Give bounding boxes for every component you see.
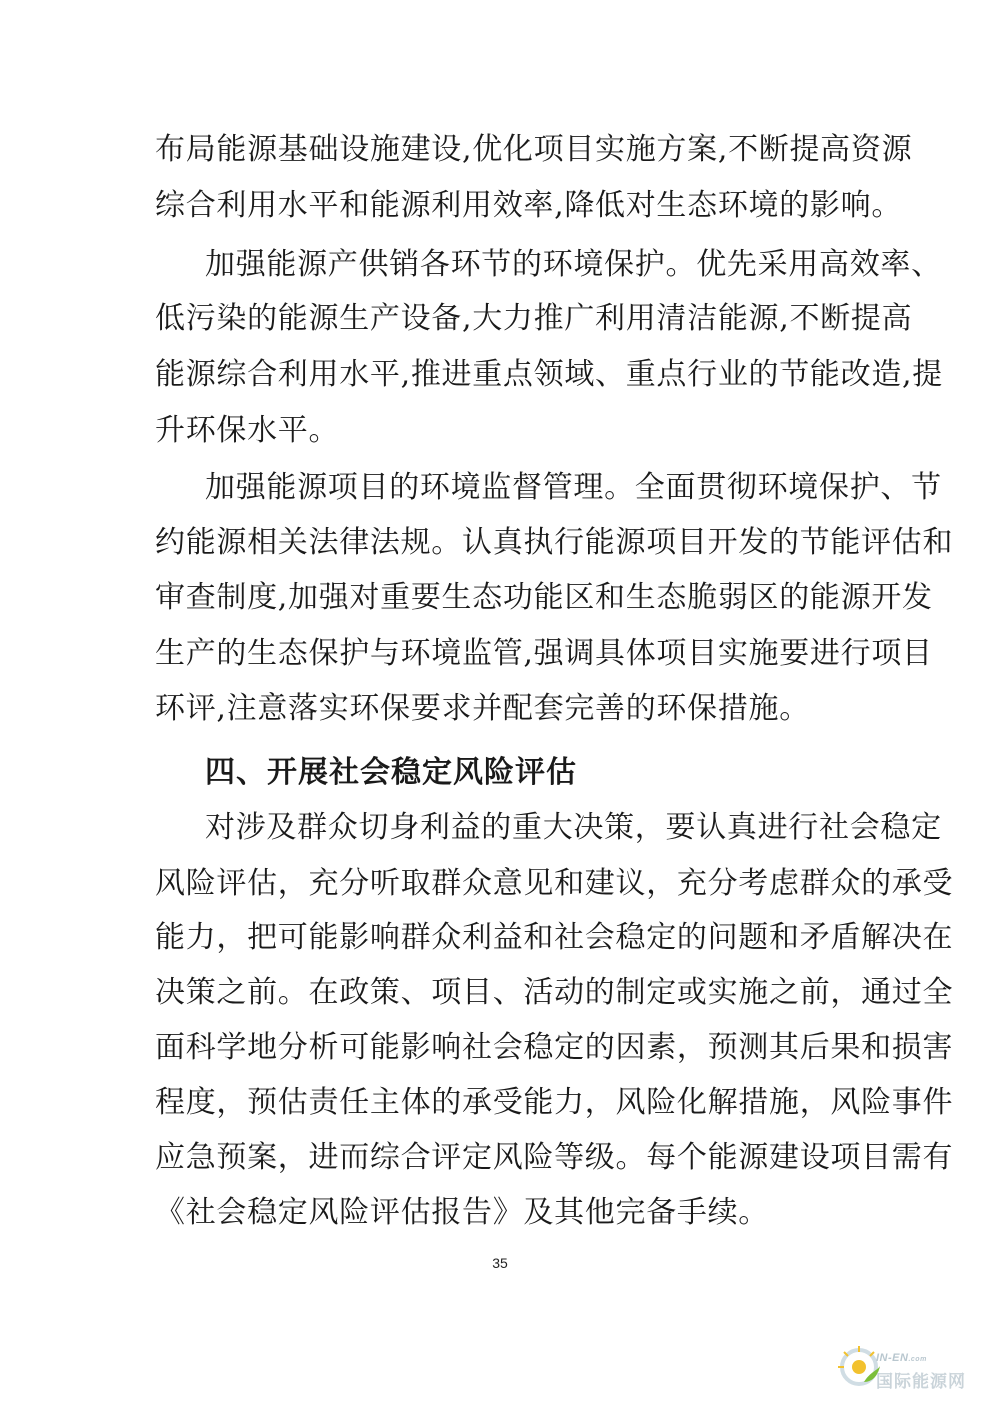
section-heading: 四、开展社会稳定风险评估: [205, 755, 577, 790]
watermark-logo: [836, 1334, 986, 1402]
paragraph-line: 应急预案，进而综合评定风险等级。每个能源建设项目需有: [155, 1140, 954, 1175]
paragraph-line: 风险评估，充分听取群众意见和建议，充分考虑群众的承受: [155, 866, 954, 901]
paragraph-line: 面科学地分析可能影响社会稳定的因素，预测其后果和损害: [155, 1030, 954, 1065]
paragraph-line: 对涉及群众切身利益的重大决策，要认真进行社会稳定: [205, 810, 942, 845]
watermark-name: 国际能源网: [876, 1372, 966, 1392]
paragraph-line: 综合利用水平和能源利用效率,降低对生态环境的影响。: [155, 188, 903, 223]
paragraph-line: 能源综合利用水平,推进重点领域、重点行业的节能改造,提: [155, 357, 943, 392]
paragraph-line: 加强能源产供销各环节的环境保护。优先采用高效率、: [205, 247, 942, 282]
page-number: 35: [492, 1255, 508, 1271]
paragraph-line: 约能源相关法律法规。认真执行能源项目开发的节能评估和: [155, 525, 954, 560]
paragraph-line: 审查制度,加强对重要生态功能区和生态脆弱区的能源开发: [155, 580, 933, 615]
paragraph-line: 能力，把可能影响群众利益和社会稳定的问题和矛盾解决在: [155, 920, 954, 955]
paragraph-line: 布局能源基础设施建设,优化项目实施方案,不断提高资源: [155, 132, 913, 167]
paragraph-line: 程度，预估责任主体的承受能力，风险化解措施，风险事件: [155, 1085, 954, 1120]
paragraph-line: 决策之前。在政策、项目、活动的制定或实施之前，通过全: [155, 975, 954, 1010]
paragraph-line: 《社会稳定风险评估报告》及其他完备手续。: [155, 1195, 769, 1230]
watermark-small-text: IN-EN.com: [876, 1352, 927, 1364]
paragraph-line: 加强能源项目的环境监督管理。全面贯彻环境保护、节: [205, 470, 942, 505]
paragraph-line: 升环保水平。: [155, 413, 340, 448]
paragraph-line: 低污染的能源生产设备,大力推广利用清洁能源,不断提高: [155, 301, 913, 336]
paragraph-line: 生产的生态保护与环境监管,强调具体项目实施要进行项目: [155, 636, 933, 671]
paragraph-line: 环评,注意落实环保要求并配套完善的环保措施。: [155, 691, 810, 726]
